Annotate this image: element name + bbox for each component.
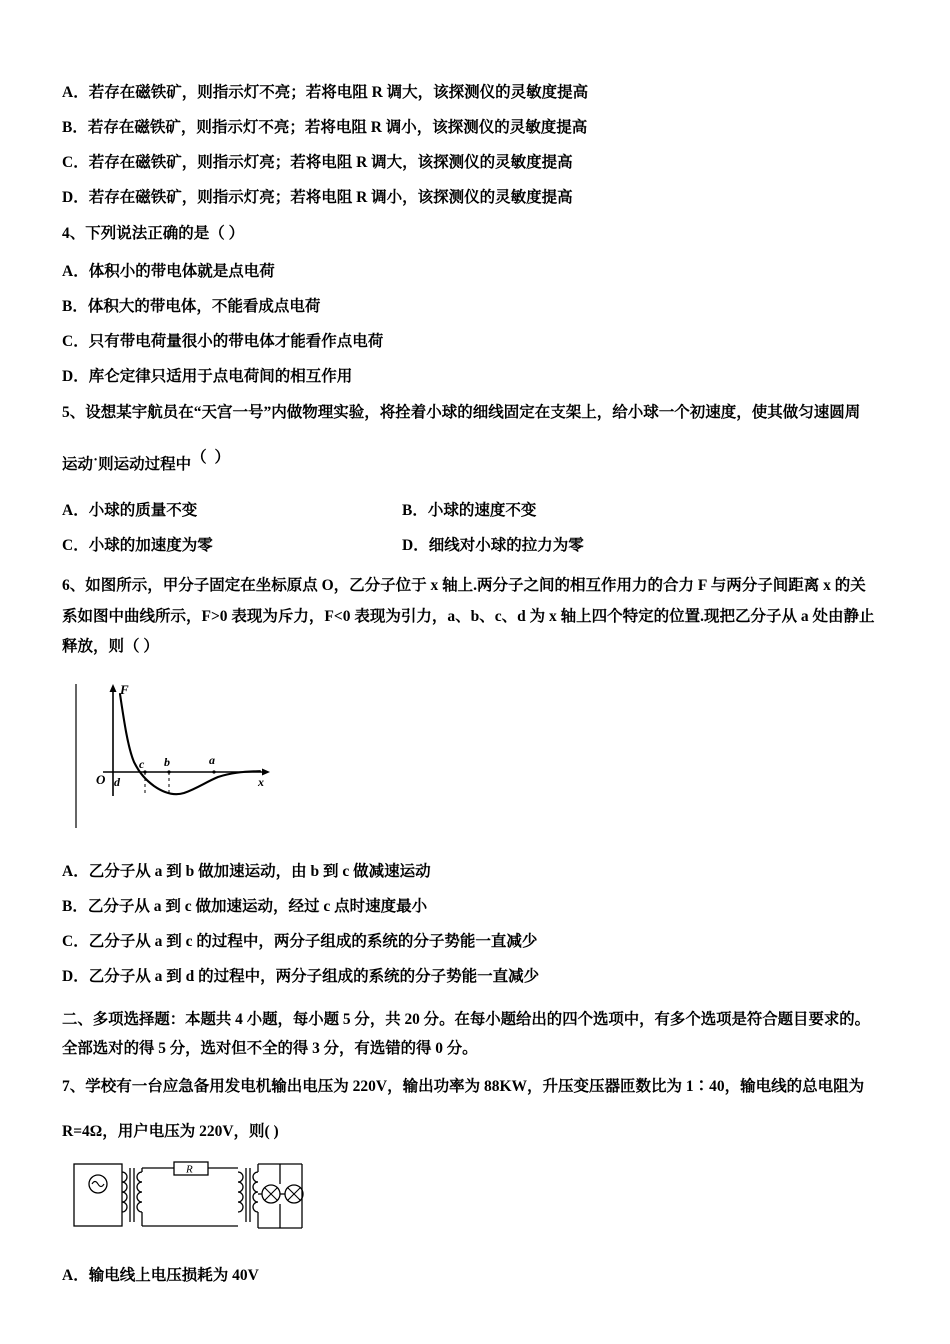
option-label: C． — [62, 154, 89, 171]
option-row-pair — [62, 533, 892, 555]
svg-text:F: F — [120, 682, 129, 698]
section-2-line1: 二、多项选择题：本题共 4 小题，每小题 5 分，共 20 分。在每小题给出的四个选项中，有多个选项是符合题目要求的。 — [62, 1011, 871, 1029]
option-text: 若存在磁铁矿，则指示灯不亮；若将电阻 R 调小，该探测仪的灵敏度提高 — [87, 119, 588, 136]
option-row — [62, 533, 402, 555]
option-row — [62, 185, 892, 207]
option-label: D． — [62, 368, 89, 386]
option-row — [402, 498, 536, 520]
question-6-stem-line2: 系如图中曲线所示，F>0 表现为斥力，F<0 表现为引力，a、b、c、d 为 x 轴上四个特定的位置.现把乙分子从 a 处由静止 — [62, 607, 875, 625]
option-label: B． — [62, 898, 88, 916]
question-6-stem — [62, 571, 892, 662]
option-row-pair — [62, 498, 892, 520]
option-text: 库仑定律只适用于点电荷间的相互作用 — [88, 368, 353, 386]
option-label: A． — [62, 502, 89, 520]
question-7-stem-line1: 7、学校有一台应急备用发电机输出电压为 220V，输出功率为 88KW，升压变压器匝数比为 1∶40，输电线的总电阻为 — [62, 1078, 865, 1096]
transformer-circuit-diagram — [68, 1154, 308, 1240]
option-label: A． — [62, 84, 89, 101]
option-row — [62, 964, 892, 986]
option-text: 输电线上电压损耗为 40V — [88, 1266, 259, 1284]
option-label: D． — [62, 189, 89, 206]
option-row — [62, 115, 892, 137]
option-row — [62, 929, 892, 951]
svg-text:x: x — [258, 775, 264, 790]
option-label: A． — [62, 1266, 89, 1284]
option-text: 乙分子从 a 到 c 做加速运动，经过 c 点时速度最小 — [87, 898, 428, 916]
option-row — [62, 259, 892, 281]
document-content — [62, 80, 892, 1298]
option-text: 若存在磁铁矿，则指示灯不亮；若将电阻 R 调大，该探测仪的灵敏度提高 — [88, 84, 589, 101]
option-row — [402, 533, 584, 555]
option-label: B． — [402, 502, 428, 520]
option-label: C． — [62, 537, 89, 555]
question-5-stem-line2: 运动˙则运动过程中（ ） — [62, 444, 892, 478]
option-label: B． — [62, 119, 88, 136]
option-text: 小球的速度不变 — [427, 502, 537, 520]
option-row — [62, 498, 402, 520]
option-text: 体积小的带电体就是点电荷 — [88, 263, 275, 281]
option-text: 乙分子从 a 到 b 做加速运动，由 b 到 c 做减速运动 — [88, 863, 431, 881]
svg-text:b: b — [164, 755, 170, 770]
option-label: C． — [62, 933, 89, 951]
option-text: 细线对小球的拉力为零 — [428, 537, 584, 555]
option-row — [62, 294, 892, 316]
question-6-stem-line3: 释放，则（ ） — [62, 637, 159, 655]
question-4-stem: 4、下列说法正确的是（ ） — [62, 225, 245, 242]
svg-text:c: c — [139, 757, 145, 772]
option-row — [62, 1263, 892, 1285]
option-row — [62, 329, 892, 351]
option-label: C． — [62, 333, 89, 351]
option-text: 若存在磁铁矿，则指示灯亮；若将电阻 R 调小，该探测仪的灵敏度提高 — [88, 189, 573, 206]
option-text: 只有带电荷量很小的带电体才能看作点电荷 — [88, 333, 384, 351]
resistor-label: R — [186, 1163, 193, 1176]
option-text: 乙分子从 a 到 d 的过程中，两分子组成的系统的分子势能一直减少 — [88, 968, 540, 986]
question-7-figure — [68, 1154, 892, 1245]
option-row — [62, 859, 892, 881]
svg-text:O: O — [96, 772, 106, 788]
question-5-stem-line1: 5、设想某宇航员在“天宫一号”内做物理实验，将拴着小球的细线固定在支架上，给小球一个初速度，使其做匀速圆周 — [62, 404, 861, 422]
svg-text:a: a — [209, 753, 215, 768]
question-7-stem-line2: R=4Ω，用户电压为 220V，则( ) — [62, 1123, 279, 1141]
option-row — [62, 894, 892, 916]
molecular-force-graph — [68, 676, 298, 836]
option-text: 乙分子从 a 到 c 的过程中，两分子组成的系统的分子势能一直减少 — [88, 933, 538, 951]
option-text: 若存在磁铁矿，则指示灯亮；若将电阻 R 调大，该探测仪的灵敏度提高 — [88, 154, 573, 171]
option-label: D． — [62, 968, 89, 986]
question-6-figure — [68, 676, 892, 841]
option-label: D． — [402, 537, 429, 555]
question-6-stem-line1: 6、如图所示，甲分子固定在坐标原点 O，乙分子位于 x 轴上.两分子之间的相互作用力的合力 F 与两分子间距离 x 的关 — [62, 577, 866, 595]
option-label: A． — [62, 263, 89, 281]
question-5-answer-paren: （ ） — [191, 449, 233, 467]
section-2-line2: 全部选对的得 5 分，选对但不全的得 3 分，有选错的得 0 分。 — [62, 1039, 478, 1057]
option-text: 小球的加速度为零 — [88, 537, 213, 555]
svg-text:d: d — [114, 775, 120, 790]
option-text: 小球的质量不变 — [88, 502, 198, 520]
option-row — [62, 364, 892, 386]
option-row — [62, 80, 892, 102]
option-label: A． — [62, 863, 89, 881]
option-row — [62, 150, 892, 172]
option-text: 体积大的带电体，不能看成点电荷 — [87, 298, 321, 316]
option-label: B． — [62, 298, 88, 316]
